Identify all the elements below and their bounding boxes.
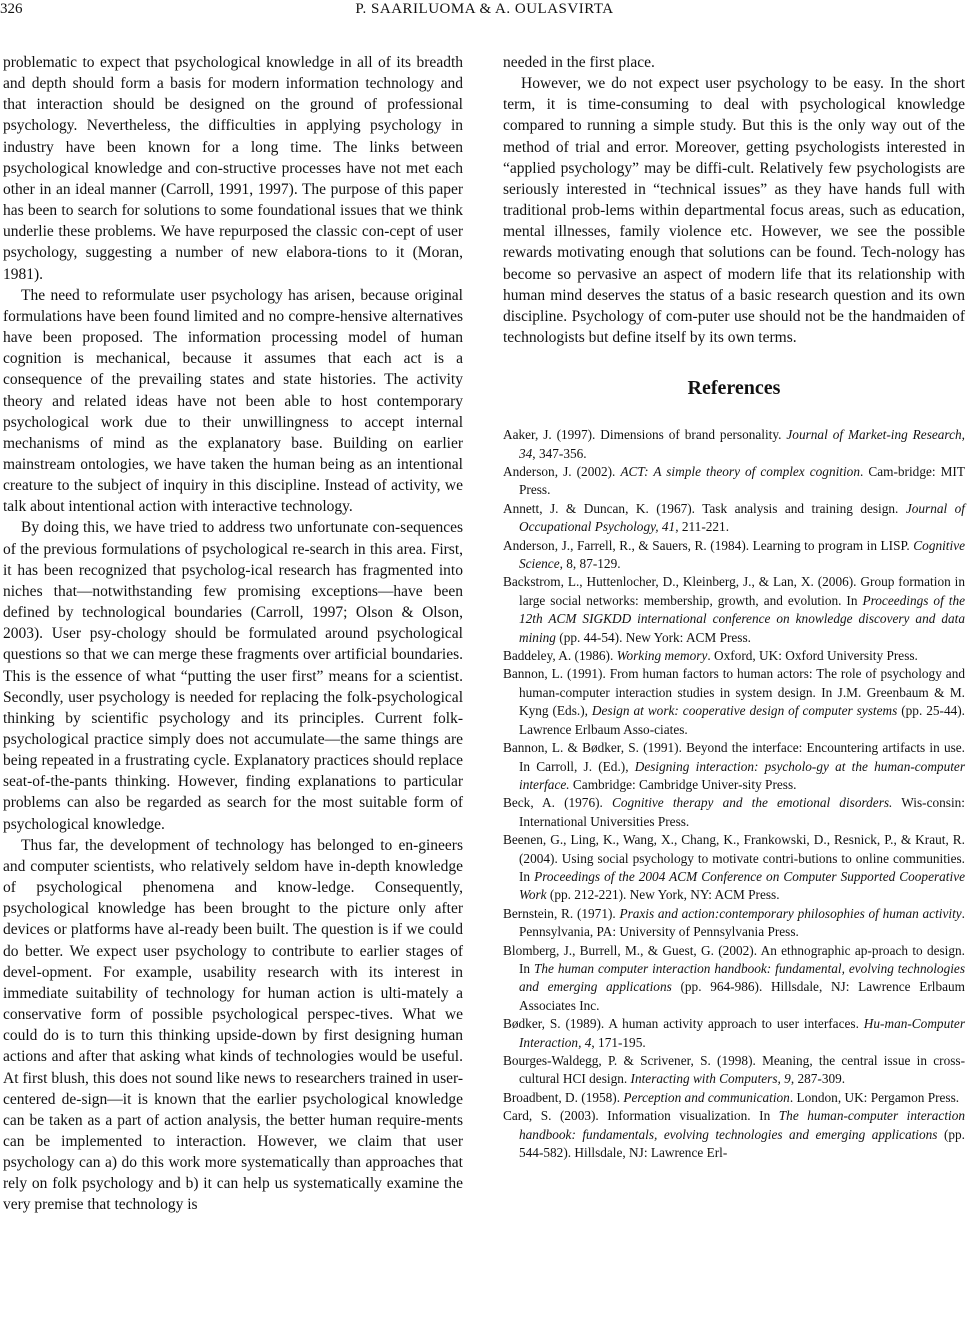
reference-entry: [503, 942, 965, 1016]
reference-text: . Cam-bridge: MIT Press.: [519, 464, 965, 498]
reference-title: Working memory: [616, 648, 708, 664]
reference-entry: [503, 739, 965, 794]
reference-title: Perception and communication: [623, 1089, 790, 1105]
reference-title: Cognitive therapy and the emotional disorders.: [612, 795, 893, 811]
reference-title: Interacting with Computers, 9: [630, 1071, 791, 1087]
reference-entry: [503, 1107, 965, 1162]
reference-text: . London, UK: Pergamon Press.: [789, 1089, 960, 1105]
reference-entry: [503, 500, 965, 537]
page-number: 326: [0, 1, 23, 17]
reference-text: (pp. 44-54). New York: ACM Press.: [555, 629, 751, 645]
reference-text: (pp. 25-44). Lawrence Erlbaum Asso-ciates.: [519, 703, 965, 737]
reference-text: Annett, J. & Duncan, K. (1967). Task analysis and training design.: [503, 500, 906, 516]
reference-text: Cambridge: Cambridge Univer-sity Press.: [569, 776, 797, 792]
paragraph: By doing this, we have tried to address two unfortunate con-sequences of the previous formulations of psychological re-search in this area. First, it has been recognized that psycholog-ical research has fragmented into niches that—notwithstanding few promising exceptions—have been defined by technological boundaries (Carroll, 1997; Olson & Olson, 2003). User psy-chology should be formulated around psychological questions so that we can merge these fragments over artificial boundaries. This is the essence of what “putting the user first” means for a scientist. Secondly, user psychology is needed for replacing the folk-psychological thinking by scientific psychology and its principles. Current folk-psychological practice simply does not accumulate—the same things are being repeated in a frustrating cycle. Explanatory practices should replace seat-of-the-pants thinking. However, finding explanations to particular problems can also be regarded as search for the most suitable form of psychological knowledge.: [3, 519, 463, 833]
page-header: [0, 0, 969, 20]
reference-text: . Oxford, UK: Oxford University Press.: [707, 648, 918, 664]
paragraph: The need to reformulate user psychology has arisen, because original formulations have been found limited and no compre-hensive alternatives have been proposed. The information processing model of human cognition is mechanical, because it assumes that each act is a consequence of the prevailing states and state histories. The activity theory and related ideas have not been able to host contemporary psychological work due to their unwillingness to accept internal mechanisms of mind as the explanatory base. Building on earlier mainstream ontologies, we have taken the human being as an intentional creature to the subject of inquiry in this discipline. Instead of activity, we talk about intentional action with interactive technology.: [3, 286, 463, 516]
reference-entry: [503, 573, 965, 647]
reference-title: Designing interaction: psycholo-gy at the human-computer interface.: [519, 758, 965, 792]
reference-text: Beck, A. (1976).: [503, 795, 612, 811]
reference-text: Baddeley, A. (1986).: [503, 648, 617, 664]
reference-title: Journal of Market-ing Research, 34: [519, 427, 965, 461]
reference-title: The human-computer interaction handbook: fundamentals, evolving technologies and emerging applications: [519, 1108, 966, 1142]
reference-text: , 347-356.: [532, 445, 587, 461]
reference-entry: [503, 647, 965, 665]
paragraph: problematic to expect that psychological knowledge in all of its breadth and depth should form a basis for modern information technology and that interaction should be designed on the ground of professional psychology. Nevertheless, the difficulties in applying psychology in industry have been known for a long time. The links between psychological knowledge and con-structive processes have not met each other in an ideal manner (Carroll, 1991, 1997). The purpose of this paper has been to search for solutions to some foundational issues that we think underlie these problems. We have repurposed the classic con-cept of user psychology, suggesting a number of new elabora-tions to it (Moran, 1981).: [3, 54, 463, 283]
paragraph: Thus far, the development of technology has belonged to en-gineers and computer scientists, who relatively seldom have in-depth knowledge of psychological phenomena and know-ledge. Consequently, psychological knowledge has been brought to the picture only after devices or platforms have al-ready been built. The question is if we could do better. We expect user psychology to contribute to earlier stages of devel-opment. For example, usability research with its interest in immediate suitability of technology for human action is ulti-mately a conservative form of possible psychological perspec-tives. What we could do is to turn this thinking upside-down by first designing human actions and after that asking what kinds of technologies would be useful. At first blush, this does not sound like news to researchers trained in user-centered de-sign—it is known that the earlier psychological knowledge can be taken as a part of action analysis, the better human require-ments can be implemented to interaction. However, we claim that user psychology can a) do this work more systematically than approaches that rely on folk psychology and b) it can help us systematically examine the very premise that technology is: [3, 836, 463, 1214]
reference-title: Hu-man-Computer Interaction, 4: [519, 1016, 965, 1050]
reference-list: [503, 426, 965, 1162]
reference-entry: [503, 463, 965, 500]
reference-title: ACT: A simple theory of complex cognition: [620, 464, 860, 479]
reference-text: , 211-221.: [675, 519, 730, 535]
reference-title: Journal of Occupational Psychology, 41: [519, 500, 965, 535]
reference-entry: [503, 1089, 965, 1107]
running-head: P. SAARILUOMA & A. OULASVIRTA: [355, 1, 614, 17]
reference-entry: [503, 1015, 965, 1052]
paragraph: However, we do not expect user psychology to be easy. In the short term, it is time-consuming to deal with psychological knowledge compared to running a simple study. But this is the only way out of the method of trial and error. Moreover, getting psychologists interested in “applied psychology” may be diffi-cult. Relatively few psychologists are seriously interested in “technical issues” as they have hands full with traditional prob-lems within departmental focus areas, such as education, mental illnesses, family violence etc. However, we see the possible rewards motivating enough that solutions can be found. Tech-nology has become so pervasive an aspect of modern life that its relationship with human mind deserves the status of a basic research question and its own discipline. Psychology of com-puter use should not be the handmaiden of technologists but define itself by its own terms.: [503, 75, 965, 347]
reference-text: Aaker, J. (1997). Dimensions of brand personality.: [503, 427, 787, 443]
reference-text: Bødker, S. (1989). A human activity approach to user interfaces.: [503, 1016, 864, 1032]
reference-text: , 8, 87-129.: [559, 556, 621, 572]
reference-entry: [503, 665, 965, 739]
reference-text: , 287-309.: [790, 1071, 846, 1087]
reference-title: The human computer interaction handbook: fundamental, evolving technologies and emerging applications: [519, 960, 965, 995]
reference-entry: [503, 537, 965, 574]
reference-text: (pp. 964-986). Hillsdale, NJ: Lawrence Erlbaum Associates Inc.: [519, 979, 965, 1013]
reference-title: Praxis and action:contemporary philosophies of human activity: [619, 905, 962, 921]
reference-title: Design at work: cooperative design of computer systems: [591, 703, 898, 719]
reference-title: Proceedings of the 2004 ACM Conference on Computer Supported Cooperative Work: [519, 868, 965, 903]
reference-text: Bannon, L. & Bødker, S. (1991). Beyond the interface: Encountering artifacts in use. In Carroll, J. (Ed.),: [503, 740, 965, 774]
reference-text: Bourges-Waldegg, P. & Scrivener, S. (1998). Meaning, the central issue in cross-cultural HCI design.: [503, 1053, 965, 1087]
reference-text: Broadbent, D. (1958).: [503, 1089, 624, 1105]
reference-text: Wis-consin: International Universities Press.: [519, 795, 965, 829]
reference-text: . Pennsylvania, PA: University of Pennsylvania Press.: [519, 905, 965, 940]
reference-text: Anderson, J. (2002).: [503, 464, 621, 479]
reference-entry: [503, 831, 965, 905]
reference-title: Proceedings of the 12th ACM SIGKDD international conference on knowledge discovery and data mining: [519, 592, 965, 645]
reference-entry: [503, 426, 965, 463]
reference-entry: [503, 905, 965, 942]
reference-text: Anderson, J., Farrell, R., & Sauers, R. (1984). Learning to program in LISP.: [503, 537, 914, 553]
paragraph: needed in the first place.: [503, 54, 655, 71]
reference-text: Bannon, L. (1991). From human factors to human actors: The role of psychology and human-computer interaction studies in system design. In J.M. Greenbaum & M. Kyng (Eds.),: [503, 666, 965, 719]
reference-title: Cognitive Science: [519, 537, 965, 572]
reference-entry: [503, 794, 965, 831]
reference-text: (pp. 212-221). New York, NY: ACM Press.: [546, 887, 780, 903]
reference-entry: [503, 1052, 965, 1089]
right-column: [503, 52, 965, 1162]
reference-text: Beenen, G., Ling, K., Wang, X., Chang, K., Frankowski, D., Resnick, P., & Kraut, R. (2004). Using social psychology to motivate contri-butions to online communities. In: [503, 832, 965, 884]
reference-text: Backstrom, L., Huttenlocher, D., Kleinberg, J., & Lan, X. (2006). Group formation in large social networks: membership, growth, and evolution. In: [503, 574, 965, 608]
left-column: [3, 52, 463, 1216]
reference-text: (pp. 544-582). Hillsdale, NJ: Lawrence Erl-: [519, 1126, 966, 1161]
reference-text: Blomberg, J., Burrell, M., & Guest, G. (2002). An ethnographic ap-proach to design. In: [503, 942, 965, 976]
reference-text: Bernstein, R. (1971).: [503, 905, 620, 921]
reference-text: , 171-195.: [591, 1034, 646, 1050]
references-heading: References: [687, 377, 781, 400]
reference-text: Card, S. (2003). Information visualization. In: [503, 1108, 779, 1124]
